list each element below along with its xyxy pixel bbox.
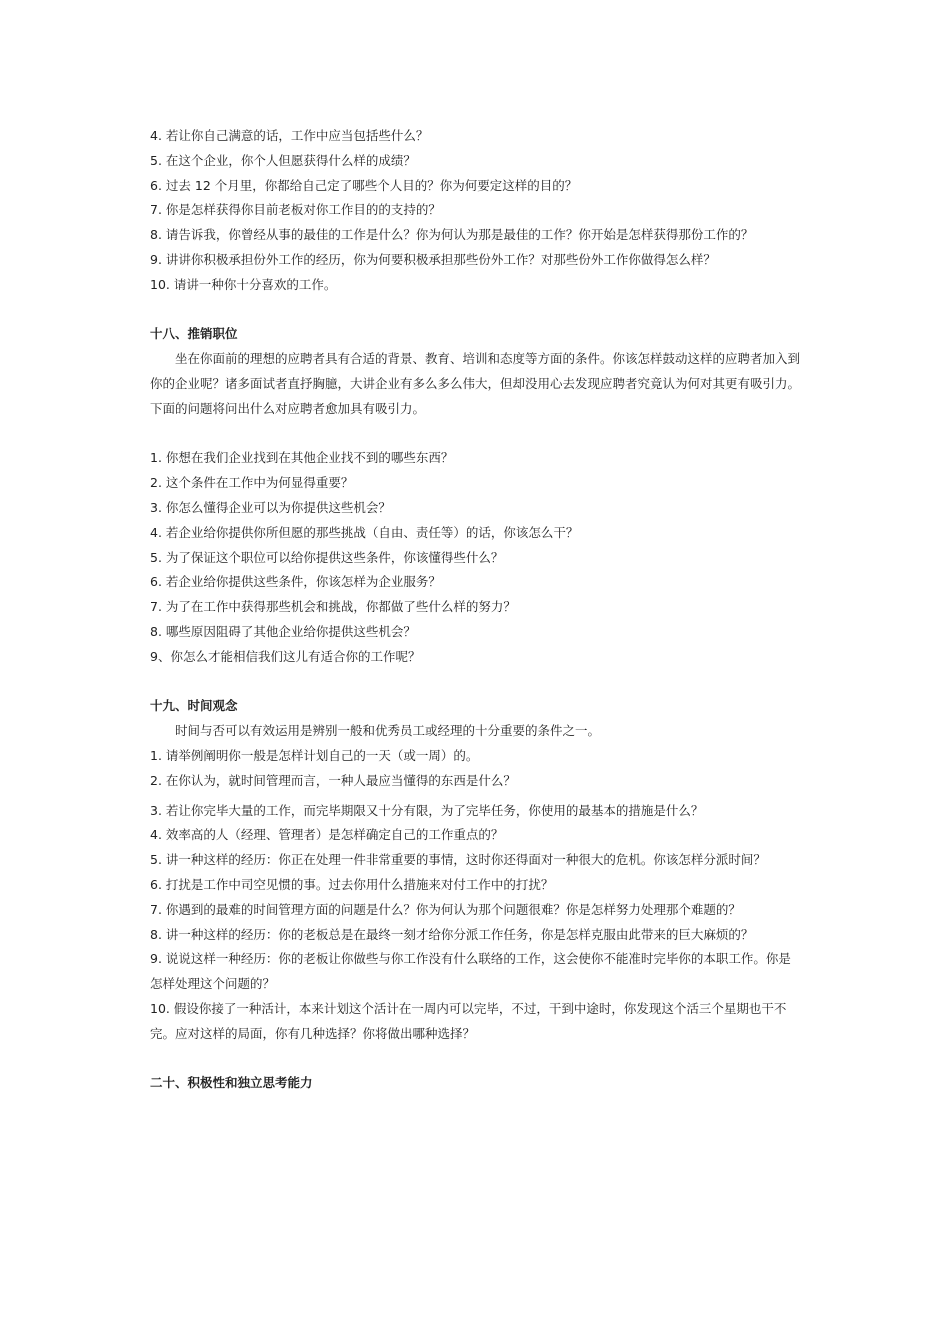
list-item: 6. 过去 12 个月里，你都给自己定了哪些个人目的？你为何要定这样的目的？ <box>150 177 578 193</box>
list-item: 1. 请举例阐明你一般是怎样计划自己的一天（或一周）的。 <box>150 747 479 763</box>
list-item: 10. 请讲一种你十分喜欢的工作。 <box>150 276 337 292</box>
list-item: 8. 讲一种这样的经历：你的老板总是在最终一刻才给你分派工作任务，你是怎样克服由此带来的巨大麻烦的？ <box>150 926 754 942</box>
section18-heading: 十八、推销职位 <box>150 326 238 342</box>
section18-question-list <box>150 446 802 669</box>
list-item: 7. 为了在工作中获得那些机会和挑战，你都做了些什么样的努力？ <box>150 599 516 615</box>
list-item: 4. 若企业给你提供你所但愿的那些挑战（自由、责任等）的话，你该怎么干？ <box>150 524 579 540</box>
list-item: 10. 假设你接了一种活计，本来计划这个活计在一周内可以完毕，不过，干到中途时，你发现这个活三个星期也干不完。应对这样的局面，你有几种选择？你将做出哪种选择？ <box>150 1000 787 1041</box>
section19-intro: 时间与否可以有效运用是辨别一般和优秀员工或经理的十分重要的条件之一。 <box>175 723 601 739</box>
list-item: 3. 你怎么懂得企业可以为你提供这些机会？ <box>150 499 391 515</box>
list-item: 8. 请告诉我，你曾经从事的最佳的工作是什么？你为何认为那是最佳的工作？你开始是怎样获得那份工作的？ <box>150 227 754 243</box>
document-page <box>150 124 802 1096</box>
section18-intro: 坐在你面前的理想的应聘者具有合适的背景、教育、培训和态度等方面的条件。你该怎样鼓动这样的应聘者加入到你的企业呢？诸多面试者直抒胸臆，大讲企业有多么多么伟大，但却没用心去发现应聘者究竟认为何对其更有吸引力。下面的问题将问出什么对应聘者愈加具有吸引力。 <box>150 351 801 416</box>
list-item: 2. 在你认为，就时间管理而言，一种人最应当懂得的东西是什么？ <box>150 772 516 788</box>
list-item: 9、你怎么才能相信我们这儿有适合你的工作呢？ <box>150 648 421 664</box>
list-item: 5. 讲一种这样的经历：你正在处理一件非常重要的事情，这时你还得面对一种很大的危机。你该怎样分派时间？ <box>150 852 766 868</box>
list-item: 6. 若企业给你提供这些条件，你该怎样为企业服务？ <box>150 574 441 590</box>
list-item: 7. 你是怎样获得你目前老板对你工作目的的支持的？ <box>150 202 441 218</box>
section20-heading: 二十、积极性和独立思考能力 <box>150 1075 313 1091</box>
list-item: 1. 你想在我们企业找到在其他企业找不到的哪些东西？ <box>150 450 454 466</box>
section19-heading: 十九、时间观念 <box>150 698 238 714</box>
list-item: 3. 若让你完毕大量的工作，而完毕期限又十分有限，为了完毕任务，你使用的最基本的措施是什么？ <box>150 802 704 818</box>
list-item: 4. 效率高的人（经理、管理者）是怎样确定自己的工作重点的？ <box>150 827 504 843</box>
list-item: 7. 你遇到的最难的时间管理方面的问题是什么？你为何认为那个问题很难？你是怎样努力处理那个难题的？ <box>150 901 741 917</box>
section17-question-list <box>150 124 802 298</box>
list-item: 9. 说说这样一种经历：你的老板让你做些与你工作没有什么联络的工作，这会使你不能准时完毕你的本职工作。你是怎样处理这个问题的？ <box>150 951 791 992</box>
list-item: 6. 打扰是工作中司空见惯的事。过去你用什么措施来对付工作中的打扰？ <box>150 876 554 892</box>
list-item: 2. 这个条件在工作中为何显得重要？ <box>150 475 354 491</box>
list-item: 5. 在这个企业，你个人但愿获得什么样的成绩？ <box>150 152 416 168</box>
list-item: 5. 为了保证这个职位可以给你提供这些条件，你该懂得些什么？ <box>150 549 504 565</box>
list-item: 8. 哪些原因阻碍了其他企业给你提供这些机会？ <box>150 623 416 639</box>
section19-question-list <box>150 744 802 1047</box>
list-item: 4. 若让你自己满意的话，工作中应当包括些什么？ <box>150 128 429 143</box>
list-item: 9. 讲讲你积极承担份外工作的经历，你为何要积极承担那些份外工作？对那些份外工作你做得怎么样？ <box>150 251 716 267</box>
